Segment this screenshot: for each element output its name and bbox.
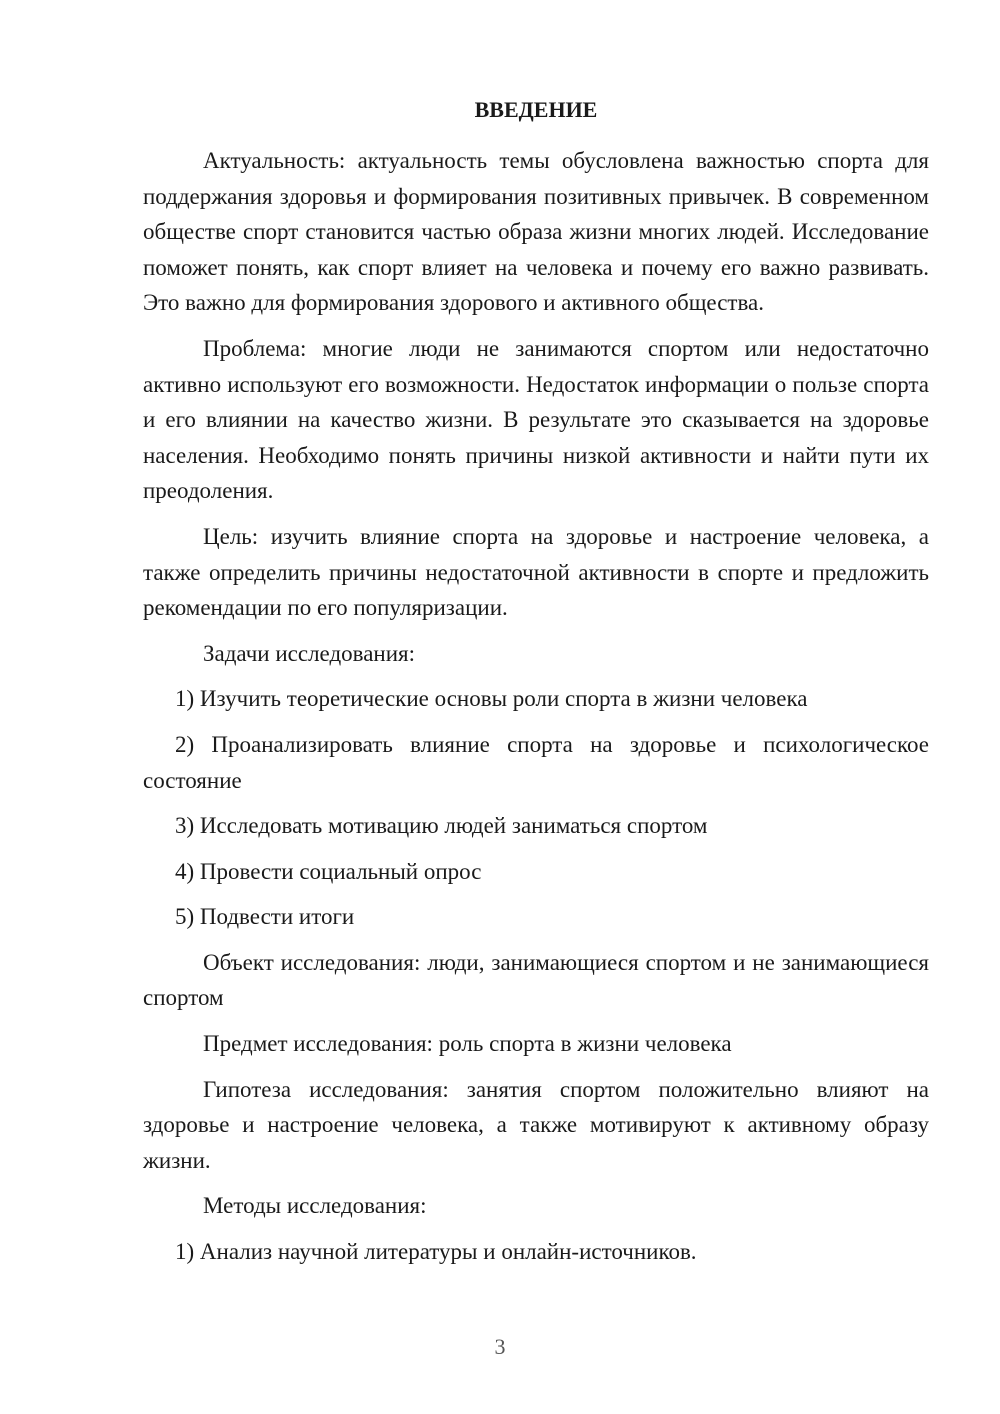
hypothesis-paragraph: Гипотеза исследования: занятия спортом положительно влияют на здоровье и настроение человека, а также мотивируют к активному образу жизни. <box>143 1076 929 1173</box>
subject-paragraph: Предмет исследования: роль спорта в жизни человека <box>203 1031 732 1057</box>
method-item: 1) Анализ научной литературы и онлайн-источников. <box>175 1239 697 1265</box>
relevance-paragraph: Актуальность: актуальность темы обусловлена важностью спорта для поддержания здоровья и формирования позитивных привычек. В современном обществе спорт становится частью образа жизни многих людей. Исследование поможет понять, как спорт влияет на человека и почему его важно развивать. Это важно для формирования здорового и активного общества. <box>143 148 929 316</box>
section-title: ВВЕДЕНИЕ <box>474 97 598 122</box>
task-item: 1) Изучить теоретические основы роли спорта в жизни человека <box>175 686 808 712</box>
problem-paragraph: Проблема: многие люди не занимаются спортом или недостаточно активно используют его возможности. Недостаток информации о пользе спорта и его влиянии на качество жизни. В результате это сказывается на здоровье населения. Необходимо понять причины низкой активности и найти пути их преодоления. <box>143 335 929 504</box>
tasks-heading: Задачи исследования: <box>203 640 416 666</box>
object-paragraph: Объект исследования: люди, занимающиеся спортом и не занимающиеся спортом <box>143 949 929 1011</box>
methods-heading: Методы исследования: <box>203 1193 427 1219</box>
task-item: 4) Провести социальный опрос <box>175 858 482 884</box>
task-item: 5) Подвести итоги <box>175 904 355 930</box>
goal-paragraph: Цель: изучить влияние спорта на здоровье и настроение человека, а также определить причины недостаточной активности в спорте и предложить рекомендации по его популяризации. <box>143 523 929 621</box>
page-content <box>143 90 929 1280</box>
page-number: 3 <box>494 1334 506 1359</box>
task-item: 3) Исследовать мотивацию людей заниматься спортом <box>175 813 708 839</box>
task-item: 2) Проанализировать влияние спорта на здоровье и психологическое состояние <box>143 731 929 793</box>
